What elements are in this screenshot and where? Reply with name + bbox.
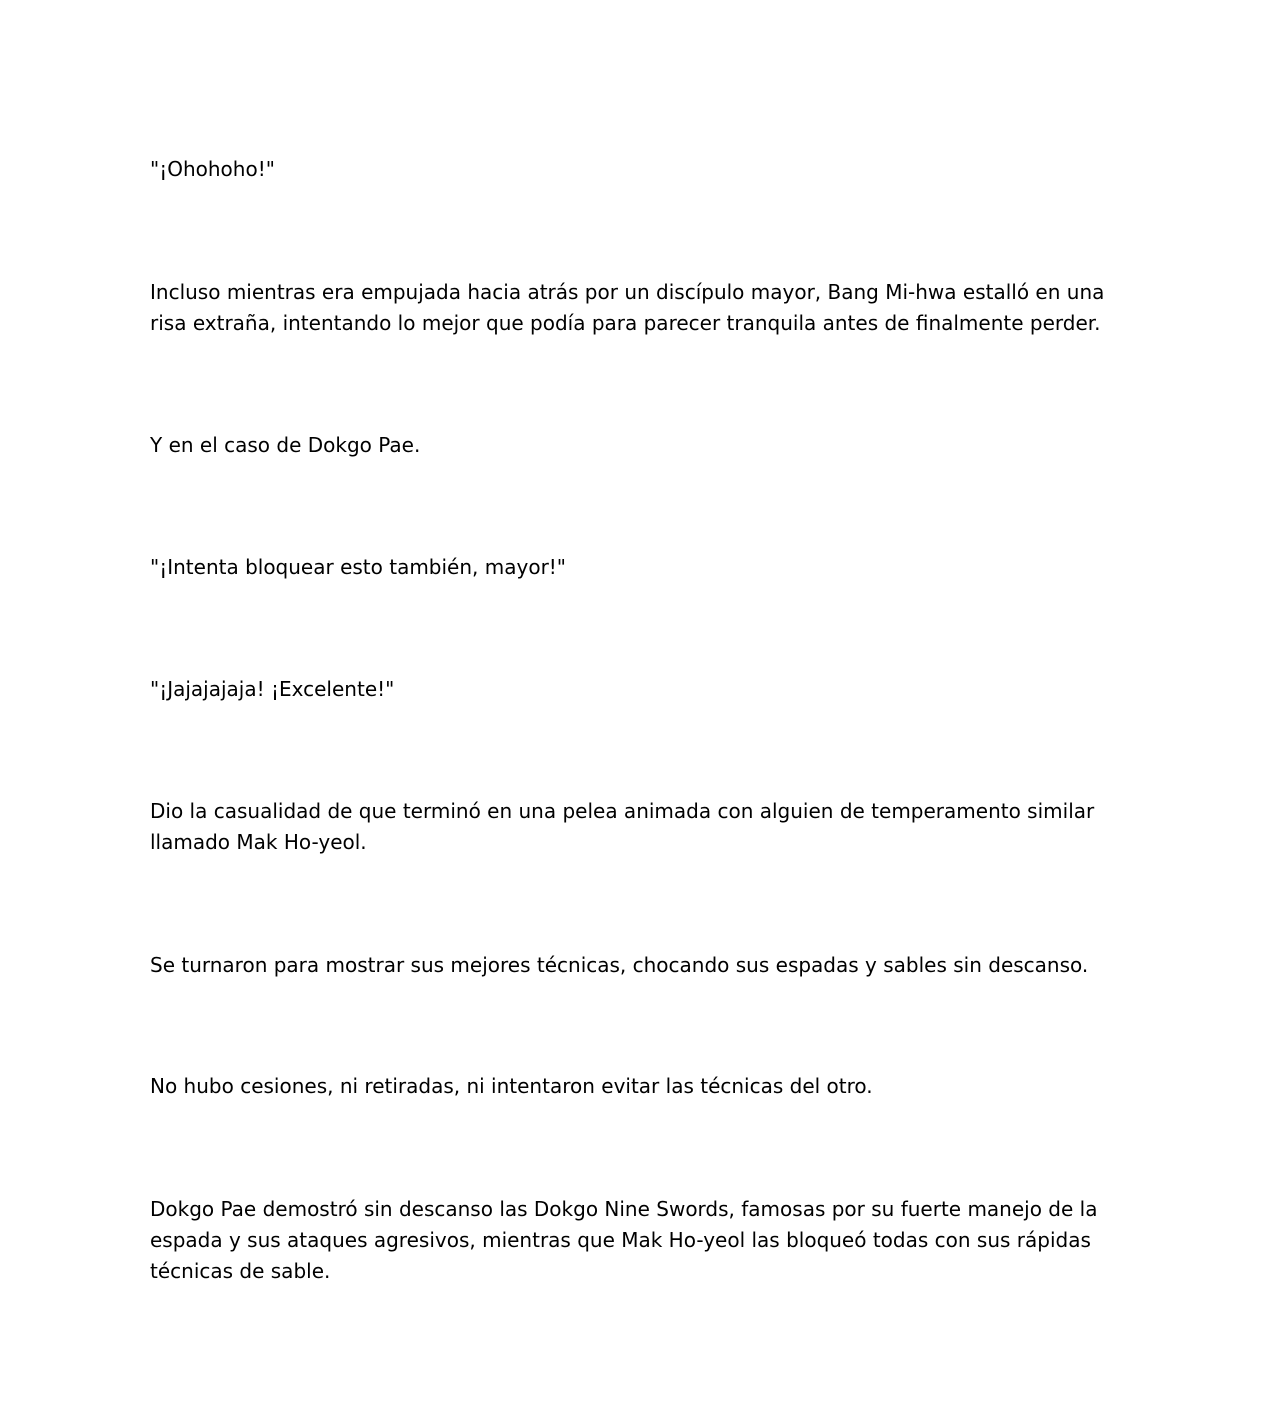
paragraph-line: No hubo cesiones, ni retiradas, ni intentaron evitar las técnicas del otro.: [150, 1074, 873, 1098]
paragraph-jajaja: [150, 674, 1140, 705]
paragraph-line: llamado Mak Ho-yeol.: [150, 830, 367, 854]
paragraph-pelea-animada: [150, 796, 1140, 858]
paragraph-line: Dio la casualidad de que terminó en una pelea animada con alguien de temperamento similar: [150, 799, 1095, 823]
paragraph-se-turnaron: [150, 950, 1140, 981]
paragraph-line: espada y sus ataques agresivos, mientras que Mak Ho-yeol las bloqueó todas con sus rápidas: [150, 1228, 1091, 1252]
paragraph-nine-swords: [150, 1194, 1140, 1287]
paragraph-line: "¡Intenta bloquear esto también, mayor!": [150, 555, 567, 579]
paragraph-intenta-bloquear: [150, 552, 1140, 583]
paragraph-ohohoho: [150, 154, 1140, 185]
paragraph-no-hubo-cesiones: [150, 1071, 1140, 1102]
paragraph-line: Y en el caso de Dokgo Pae.: [150, 433, 421, 457]
paragraph-line: "¡Ohohoho!": [150, 157, 275, 181]
paragraph-line: técnicas de sable.: [150, 1259, 331, 1283]
paragraph-line: risa extraña, intentando lo mejor que podía para parecer tranquila antes de finalmente perder.: [150, 311, 1101, 335]
paragraph-line: Se turnaron para mostrar sus mejores técnicas, chocando sus espadas y sables sin descanso.: [150, 953, 1089, 977]
paragraph-line: Dokgo Pae demostró sin descanso las Dokgo Nine Swords, famosas por su fuerte manejo de la: [150, 1197, 1098, 1221]
paragraph-bang-mi-hwa: [150, 277, 1140, 339]
paragraph-line: "¡Jajajajaja! ¡Excelente!": [150, 677, 395, 701]
paragraph-line: Incluso mientras era empujada hacia atrás por un discípulo mayor, Bang Mi-hwa estalló en una: [150, 280, 1105, 304]
paragraph-dokgo-pae-case: [150, 430, 1140, 461]
